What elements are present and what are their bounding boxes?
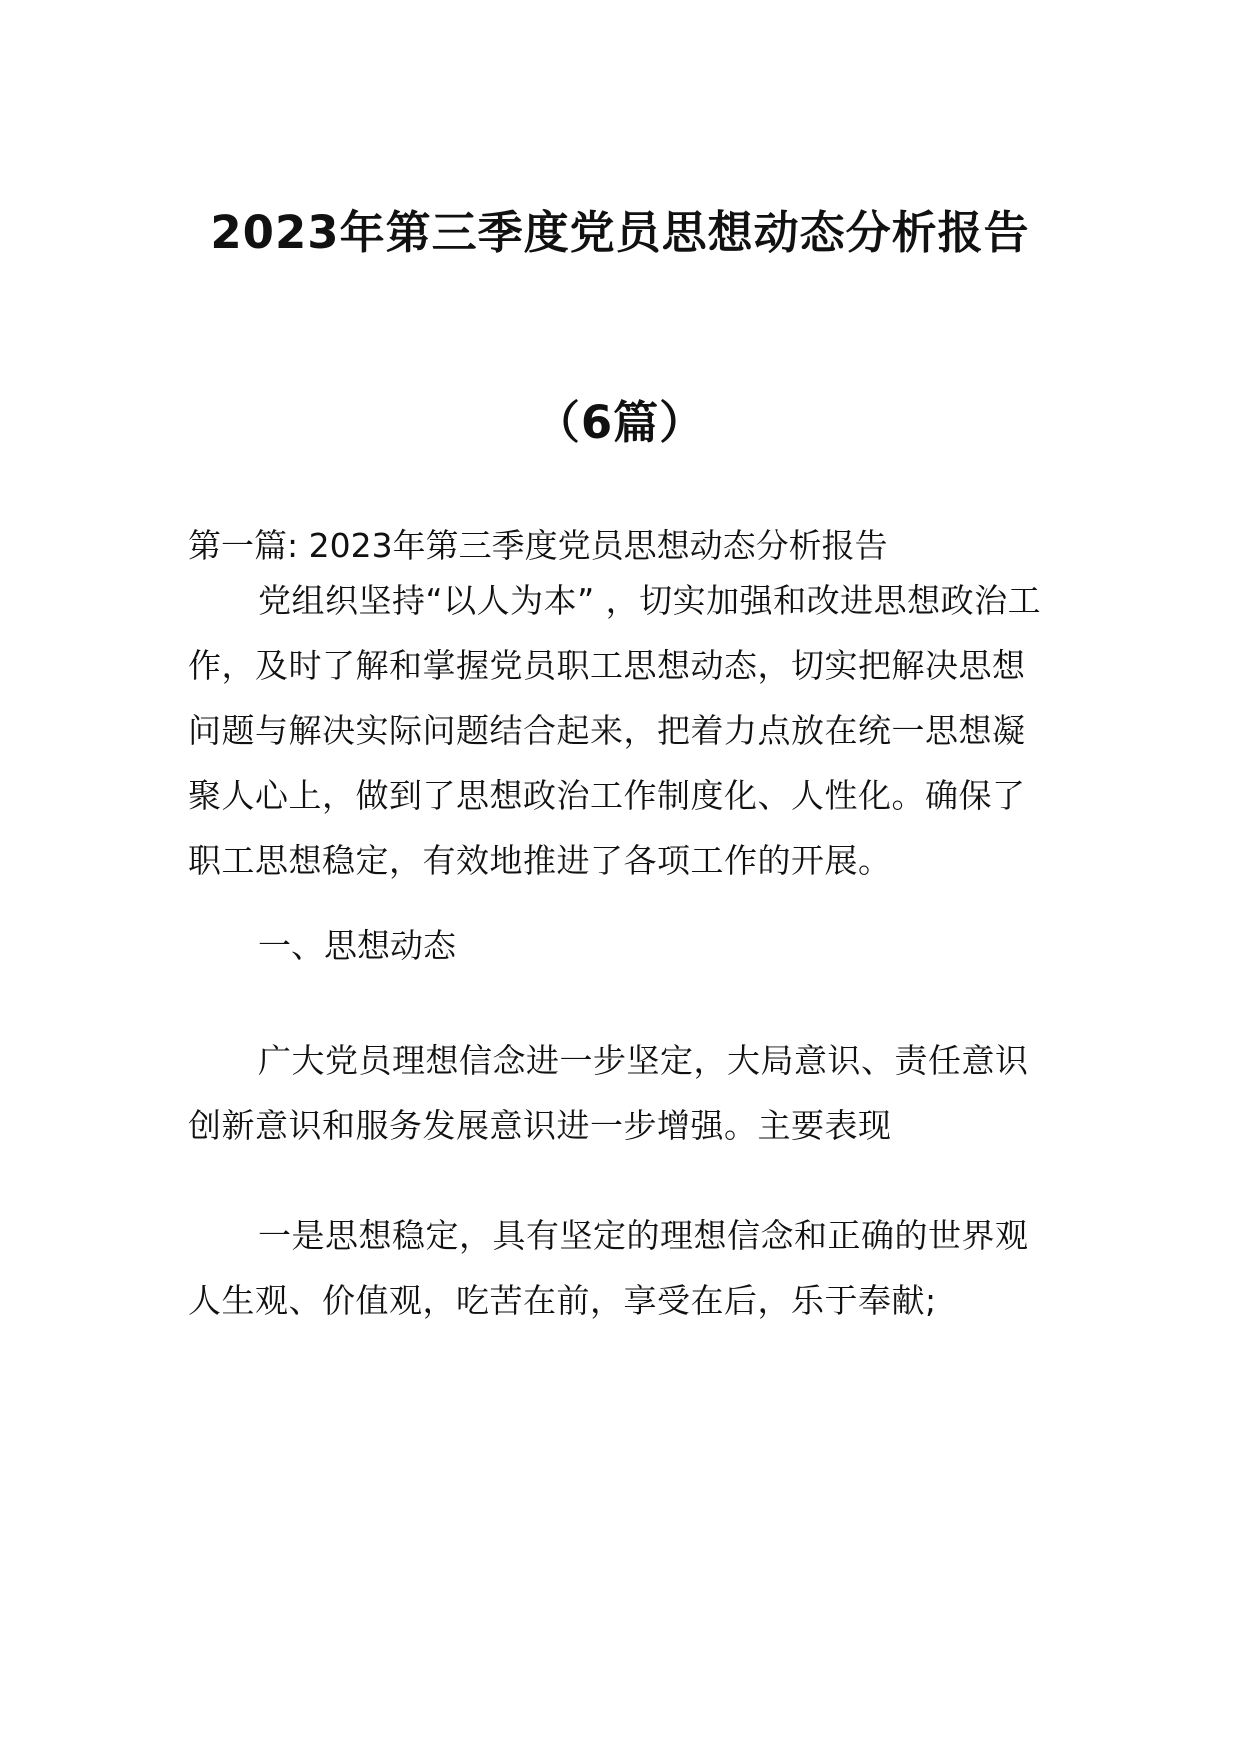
- section-heading: 第一篇: 2023年第三季度党员思想动态分析报告: [188, 526, 888, 565]
- document-subtitle: （6篇）: [534, 396, 706, 449]
- document-title: 2023年第三季度党员思想动态分析报告: [210, 206, 1030, 259]
- paragraph-overview: 广大党员理想信念进一步坚定，大局意识、责任意识创新意识和服务发展意识进一步增强。主要表现: [188, 1041, 1029, 1145]
- paragraph-first-point: 一是思想稳定，具有坚定的理想信念和正确的世界观人生观、价值观，吃苦在前，享受在后，乐于奉献;: [188, 1216, 1029, 1320]
- intro-paragraph: 党组织坚持“以人为本” ，切实加强和改进思想政治工作，及时了解和掌握党员职工思想动态，切实把解决思想问题与解决实际问题结合起来，把着力点放在统一思想凝聚人心上，做到了思想政治工作制度化、人性化。确保了职工思想稳定，有效地推进了各项工作的开展。: [188, 581, 1042, 880]
- heading-thought-dynamics: 一、思想动态: [258, 926, 456, 965]
